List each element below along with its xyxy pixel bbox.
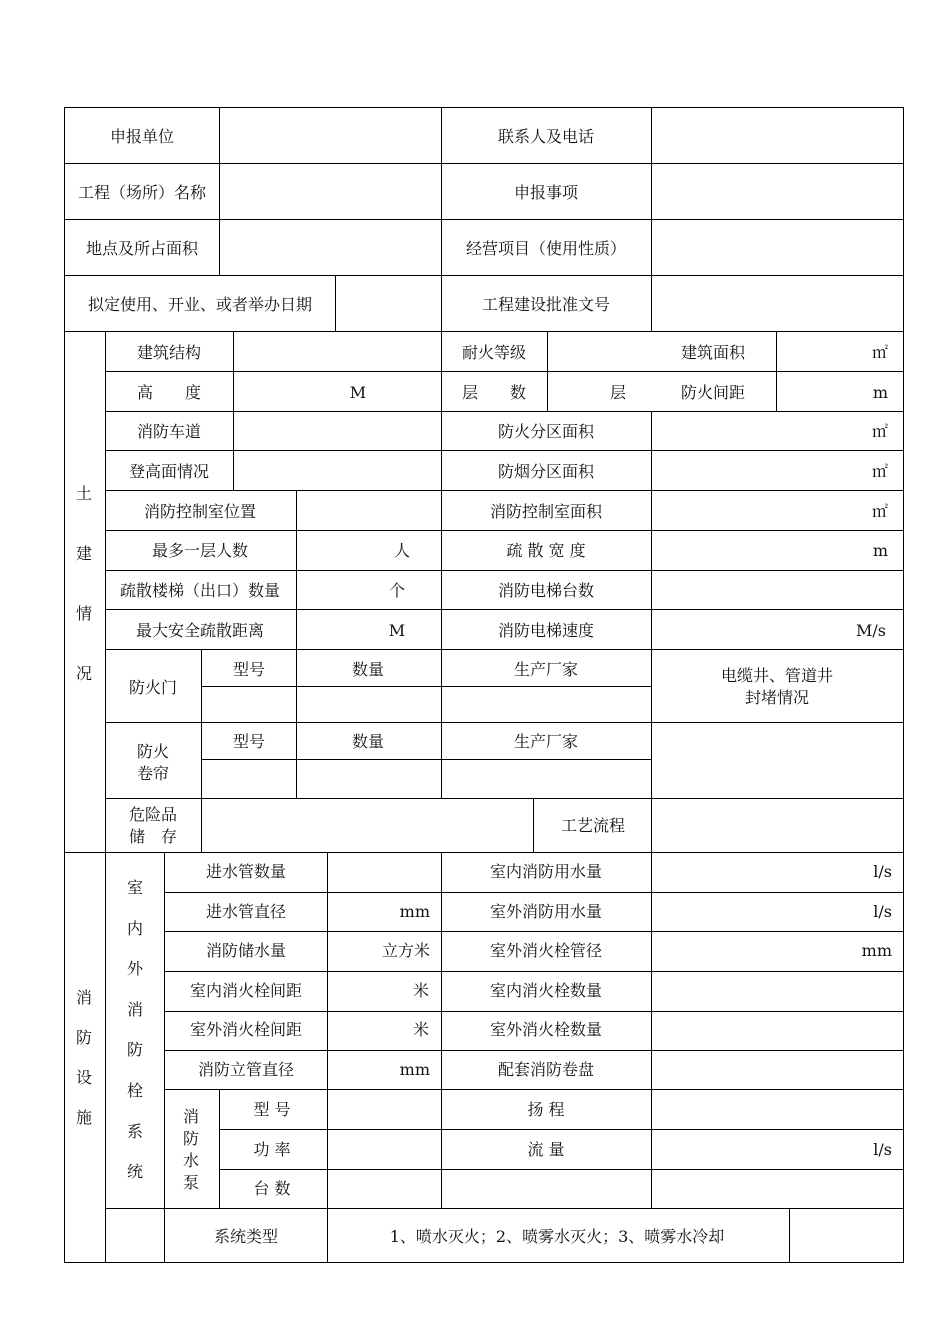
field-label: 1、喷水灭火；2、喷雾水灭火；3、喷雾水冷却: [389, 1227, 725, 1246]
table-rule: [201, 649, 202, 853]
location-area-input[interactable]: [221, 221, 440, 274]
table-rule: [651, 107, 652, 332]
unit-label: M: [388, 621, 406, 640]
outdoor-water-input[interactable]: [653, 894, 874, 930]
unit-label: ㎡: [871, 462, 888, 481]
building-structure-input[interactable]: [235, 333, 440, 370]
climb-face-input[interactable]: [235, 452, 440, 489]
field-label: 消防电梯速度: [497, 621, 595, 640]
field-label: 工艺流程: [560, 816, 626, 835]
table-rule: [219, 1169, 904, 1170]
table-rule: [105, 371, 904, 372]
table-rule: [164, 1050, 904, 1051]
unit-label: m: [872, 541, 888, 560]
table-rule: [64, 331, 904, 332]
table-rule: [164, 931, 904, 932]
elevator-count-input[interactable]: [653, 572, 902, 608]
table-rule: [164, 892, 904, 893]
field-label: 消防控制室位置: [143, 502, 257, 521]
fire-lane-input[interactable]: [235, 413, 440, 449]
table-rule: [296, 649, 297, 799]
table-rule: [441, 331, 442, 799]
field-label: 疏散楼梯（出口）数量: [119, 581, 281, 600]
table-rule: [64, 163, 904, 164]
system-type-input[interactable]: [791, 1210, 902, 1261]
field-label: 拟定使用、开业、或者举办日期: [87, 295, 313, 314]
table-rule: [64, 107, 65, 1263]
unit-label: l/s: [873, 1140, 892, 1159]
field-label: 耐火等级: [461, 343, 527, 362]
section-label-facility: 防: [75, 1028, 93, 1047]
field-label: 储 存: [128, 827, 178, 846]
field-label: 消防车道: [136, 422, 202, 441]
table-rule: [105, 570, 904, 571]
table-rule: [164, 1011, 904, 1012]
business-scope-input[interactable]: [653, 221, 902, 274]
table-rule: [533, 798, 534, 853]
table-rule: [105, 609, 904, 610]
field-label: 登高面情况: [128, 462, 210, 481]
floors-input[interactable]: [549, 373, 604, 410]
table-rule: [164, 852, 165, 1263]
field-label: 消防控制室面积: [489, 502, 603, 521]
field-label: 配套消防卷盘: [497, 1060, 595, 1079]
table-rule: [789, 1208, 790, 1263]
table-rule: [201, 759, 652, 760]
outdoor-spacing-input[interactable]: [329, 1013, 409, 1049]
field-label: 防火分区面积: [497, 422, 595, 441]
section-label-hydrant: 消: [126, 999, 144, 1019]
project-name-input[interactable]: [221, 165, 440, 218]
section-label-facility: 施: [75, 1108, 93, 1127]
field-label: 层 数: [461, 383, 527, 402]
unit-label: M: [349, 383, 367, 402]
field-label: 型号: [232, 732, 266, 751]
field-label: 消防储水量: [205, 941, 287, 960]
table-rule: [105, 331, 106, 853]
fire-spacing-input[interactable]: [778, 373, 869, 410]
section-label-hydrant: 统: [126, 1162, 144, 1182]
section-label-hydrant: 内: [126, 918, 144, 938]
table-rule: [547, 331, 548, 412]
pump-lift-input[interactable]: [653, 1091, 902, 1128]
field-label: 扬 程: [527, 1100, 565, 1119]
section-label-pump: 泵: [182, 1173, 200, 1192]
fire-door-qty-input[interactable]: [298, 688, 440, 721]
planned-date-input[interactable]: [337, 277, 440, 330]
section-label-facility: 设: [75, 1068, 93, 1087]
contact-phone-input[interactable]: [653, 109, 902, 162]
elevator-speed-input[interactable]: [653, 611, 854, 648]
table-rule: [64, 1262, 904, 1263]
field-label: 建筑面积: [680, 343, 746, 362]
field-label: 系统类型: [213, 1227, 279, 1246]
field-label: 最多一层人数: [151, 541, 249, 560]
riser-diameter-input[interactable]: [329, 1052, 399, 1088]
pump-power-input[interactable]: [329, 1131, 440, 1168]
unit-label: mm: [399, 1060, 430, 1079]
inlet-diameter-input[interactable]: [329, 894, 399, 930]
fire-door-model-input[interactable]: [203, 688, 295, 721]
fire-zone-area-input[interactable]: [653, 413, 869, 449]
storage-input[interactable]: [329, 933, 379, 970]
section-label-civil: 况: [75, 664, 93, 683]
pump-flow-input[interactable]: [653, 1131, 874, 1168]
field-label: 进水管直径: [205, 902, 287, 921]
unit-label: 立方米: [381, 941, 430, 960]
field-label: 电缆井、管道井: [720, 666, 834, 685]
field-label: 防火: [136, 742, 170, 761]
field-label: 台 数: [253, 1179, 291, 1198]
fire-door-mfr-input[interactable]: [443, 688, 650, 721]
table-rule: [64, 852, 904, 853]
unit-label: 人: [393, 541, 411, 560]
table-rule: [105, 1208, 904, 1209]
shutter-mfr-input[interactable]: [443, 761, 650, 797]
unit-label: ㎡: [871, 502, 888, 521]
fire-resistance-input[interactable]: [549, 333, 650, 370]
field-label: 地点及所占面积: [85, 239, 199, 258]
table-rule: [164, 1089, 904, 1090]
field-label: 室内消火栓数量: [489, 981, 603, 1000]
table-rule: [105, 490, 904, 491]
field-label: 室外消火栓间距: [189, 1020, 303, 1039]
field-label: 消防立管直径: [197, 1060, 295, 1079]
field-label: 申报单位: [109, 127, 175, 146]
table-rule: [327, 852, 328, 1263]
table-rule: [219, 107, 220, 276]
section-label-hydrant: 外: [126, 959, 144, 979]
section-label-hydrant: 系: [126, 1121, 144, 1141]
table-rule: [105, 798, 904, 799]
field-label: 联系人及电话: [497, 127, 595, 146]
field-label: 经营项目（使用性质）: [465, 239, 627, 258]
stair-count-input[interactable]: [298, 572, 384, 608]
shaft-seal-input[interactable]: [653, 724, 902, 797]
field-label: 工程建设批准文号: [481, 295, 611, 314]
table-rule: [105, 450, 904, 451]
table-rule: [441, 107, 442, 332]
section-label-facility: 消: [75, 988, 93, 1007]
section-label-civil: 建: [75, 544, 93, 563]
field-label: 流 量: [527, 1140, 565, 1159]
field-label: 室外消火栓管径: [489, 941, 603, 960]
field-label: 卷帘: [136, 764, 170, 783]
table-rule: [64, 219, 904, 220]
unit-label: mm: [861, 941, 892, 960]
unit-label: ㎡: [871, 422, 888, 441]
control-room-area-input[interactable]: [653, 492, 869, 529]
table-rule: [64, 275, 904, 276]
pump-model-input[interactable]: [329, 1091, 440, 1128]
field-label: 数量: [351, 732, 385, 751]
field-label: 消防电梯台数: [497, 581, 595, 600]
field-label: 申报事项: [513, 183, 579, 202]
field-label: 工程（场所）名称: [77, 183, 207, 202]
indoor-water-input[interactable]: [653, 854, 874, 891]
field-label: 生产厂家: [513, 660, 579, 679]
section-label-hydrant: 栓: [126, 1081, 144, 1100]
pump-count-input[interactable]: [329, 1171, 440, 1207]
building-area-input[interactable]: [778, 333, 869, 370]
indoor-hydrant-count-input[interactable]: [653, 973, 874, 1010]
hose-reel-input[interactable]: [653, 1052, 874, 1088]
unit-label: ㎡: [871, 343, 888, 362]
unit-label: m: [872, 383, 888, 402]
table-rule: [441, 852, 442, 1209]
field-label: 数量: [351, 660, 385, 679]
smoke-zone-area-input[interactable]: [653, 452, 869, 489]
approval-doc-input[interactable]: [653, 277, 902, 330]
section-label-hydrant: 防: [126, 1040, 144, 1060]
declared-item-input[interactable]: [653, 165, 902, 218]
table-rule: [651, 411, 652, 799]
table-rule: [105, 722, 904, 723]
table-rule: [105, 852, 106, 1263]
table-rule: [105, 411, 904, 412]
field-label: 型 号: [253, 1100, 291, 1119]
table-rule: [164, 971, 904, 972]
unit-label: M/s: [856, 621, 886, 640]
height-input[interactable]: [235, 373, 344, 410]
field-label: 室内消火栓间距: [189, 981, 303, 1000]
field-label: 室外消火栓数量: [489, 1020, 603, 1039]
shutter-qty-input[interactable]: [298, 761, 440, 797]
unit-label: l/s: [873, 902, 892, 921]
field-label: 进水管数量: [205, 862, 287, 881]
table-rule: [651, 798, 652, 853]
table-rule: [651, 852, 652, 1209]
process-flow-input[interactable]: [653, 800, 902, 851]
unit-label: 层: [609, 383, 626, 402]
shutter-model-input[interactable]: [203, 761, 295, 797]
field-label: 最大安全疏散距离: [135, 621, 265, 640]
applicant-unit-input[interactable]: [221, 109, 440, 162]
field-label: 建筑结构: [136, 343, 202, 362]
table-rule: [105, 530, 904, 531]
table-rule: [64, 107, 904, 108]
unit-label: mm: [399, 902, 430, 921]
table-rule: [219, 1089, 220, 1209]
section-label-pump: 消: [182, 1107, 200, 1126]
max-people-input[interactable]: [298, 532, 389, 569]
table-rule: [233, 331, 234, 491]
section-label-hydrant: 室: [126, 878, 144, 897]
field-label: 功 率: [253, 1140, 291, 1159]
section-label-civil: 情: [75, 604, 93, 623]
section-label-civil: 土: [75, 484, 93, 503]
table-rule: [335, 275, 336, 332]
field-label: 型号: [232, 660, 266, 679]
field-label: 防火间距: [680, 383, 746, 402]
unit-label: 米: [412, 981, 429, 1000]
field-label: 封堵情况: [744, 688, 810, 707]
outdoor-hydrant-count-input[interactable]: [653, 1013, 874, 1049]
max-evac-dist-input[interactable]: [298, 611, 384, 648]
unit-label: l/s: [873, 862, 892, 881]
table-rule: [105, 649, 904, 650]
table-rule: [219, 1129, 904, 1130]
field-label: 疏 散 宽 度: [506, 541, 586, 560]
evac-width-input[interactable]: [653, 532, 869, 569]
field-label: 室外消防用水量: [489, 902, 603, 921]
inlet-count-input[interactable]: [329, 854, 409, 891]
outdoor-hydrant-pipe-input[interactable]: [653, 933, 864, 970]
unit-label: 米: [412, 1020, 429, 1039]
hazard-storage-input[interactable]: [203, 800, 532, 851]
section-label-pump: 防: [182, 1129, 200, 1148]
field-label: 室内消防用水量: [489, 862, 603, 881]
unit-label: 个: [388, 581, 406, 600]
table-rule: [296, 490, 297, 650]
control-room-loc-input[interactable]: [298, 492, 440, 529]
pump-mfr-input[interactable]: [653, 1171, 902, 1207]
table-rule: [776, 331, 777, 412]
section-label-pump: 水: [182, 1151, 200, 1170]
field-label: 危险品: [128, 805, 178, 824]
field-label: 生产厂家: [513, 732, 579, 751]
field-label: 防火门: [128, 678, 178, 697]
field-label: 防烟分区面积: [497, 462, 595, 481]
indoor-spacing-input[interactable]: [329, 973, 409, 1010]
table-rule: [201, 686, 652, 687]
field-label: 高 度: [136, 383, 202, 402]
